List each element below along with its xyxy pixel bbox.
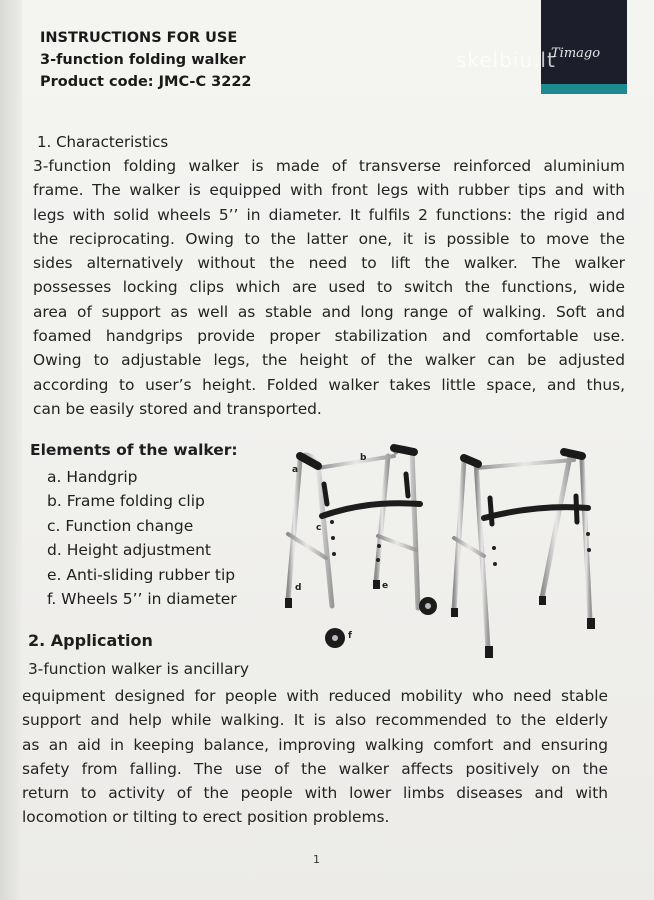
brand-logo: Timago <box>551 46 601 61</box>
element-item: e. Anti-sliding rubber tip <box>47 565 236 584</box>
paragraph-line: safety from falling. The use of the walker affects positively on the <box>22 759 608 778</box>
section-2-first-line <box>28 657 278 681</box>
section-1-paragraph <box>33 154 625 421</box>
paragraph-line: Owing to adjustable legs, the height of the walker can be adjusted <box>33 351 625 370</box>
paragraph-line: 3-function folding walker is made of transverse reinforced aluminium <box>33 157 625 175</box>
elements-list <box>47 465 237 611</box>
callout-e: e <box>382 581 389 591</box>
callout-d: d <box>295 583 302 593</box>
page-edge-shadow <box>0 0 22 900</box>
watermark: skelbiu.lt <box>456 48 556 72</box>
element-item: f. Wheels 5’’ in diameter <box>47 590 237 609</box>
paragraph-line: area of support as well as stable and long range of walking. Soft and <box>33 302 625 321</box>
paragraph-line: 3-function walker is ancillary <box>28 660 249 678</box>
element-item: d. Height adjustment <box>47 541 212 560</box>
walker-front-view-drawing <box>451 452 595 658</box>
section-1-title: 1. Characteristics <box>37 133 169 151</box>
document-header <box>40 27 252 93</box>
paragraph-line: frame. The walker is equipped with front legs with rubber tips and with <box>33 181 625 200</box>
paragraph-line: according to user’s height. Folded walker takes little space, and thus, <box>33 375 625 394</box>
header-title: INSTRUCTIONS FOR USE <box>40 30 238 46</box>
element-item: a. Handgrip <box>47 468 138 486</box>
paragraph-line: sides alternatively without the need to lift the walker. The walker <box>33 254 625 273</box>
callout-b: b <box>360 453 367 463</box>
brand-stripe <box>541 84 627 94</box>
paragraph-line: locomotion or tilting to erect position problems. <box>22 808 390 827</box>
section-2-title: 2. Application <box>28 631 153 650</box>
walker-illustration <box>278 438 608 668</box>
page-number: 1 <box>313 853 320 866</box>
callout-a: a <box>292 465 299 475</box>
callout-c: c <box>316 523 322 533</box>
paragraph-line: the reciprocating. Owing to the latter one, it is possible to move the <box>33 229 625 248</box>
header-product-name: 3-function folding walker <box>40 52 246 68</box>
section-2-paragraph <box>22 684 608 830</box>
element-item: c. Function change <box>47 516 194 535</box>
paragraph-line: possesses locking clips which are used to switch the functions, wide <box>33 278 625 297</box>
walker-unfolded-drawing <box>285 448 437 648</box>
callout-f: f <box>348 631 352 641</box>
element-item: b. Frame folding clip <box>47 492 205 511</box>
elements-title: Elements of the walker: <box>30 441 238 459</box>
paragraph-line: return to activity of the people with lower limbs diseases and with <box>22 784 608 803</box>
paragraph-line: equipment designed for people with reduced mobility who need stable <box>22 687 608 705</box>
paragraph-line: can be easily stored and transported. <box>33 399 322 418</box>
paragraph-line: support and help while walking. It is also recommended to the elderly <box>22 711 608 730</box>
paragraph-line: foamed handgrips provide proper stabilization and comfortable use. <box>33 327 625 346</box>
paragraph-line: as an aid in keeping balance, improving walking comfort and ensuring <box>22 735 608 754</box>
header-product-code: Product code: JMC-C 3222 <box>40 74 252 90</box>
paragraph-line: legs with solid wheels 5’’ in diameter. It fulfils 2 functions: the rigid and <box>33 205 625 224</box>
